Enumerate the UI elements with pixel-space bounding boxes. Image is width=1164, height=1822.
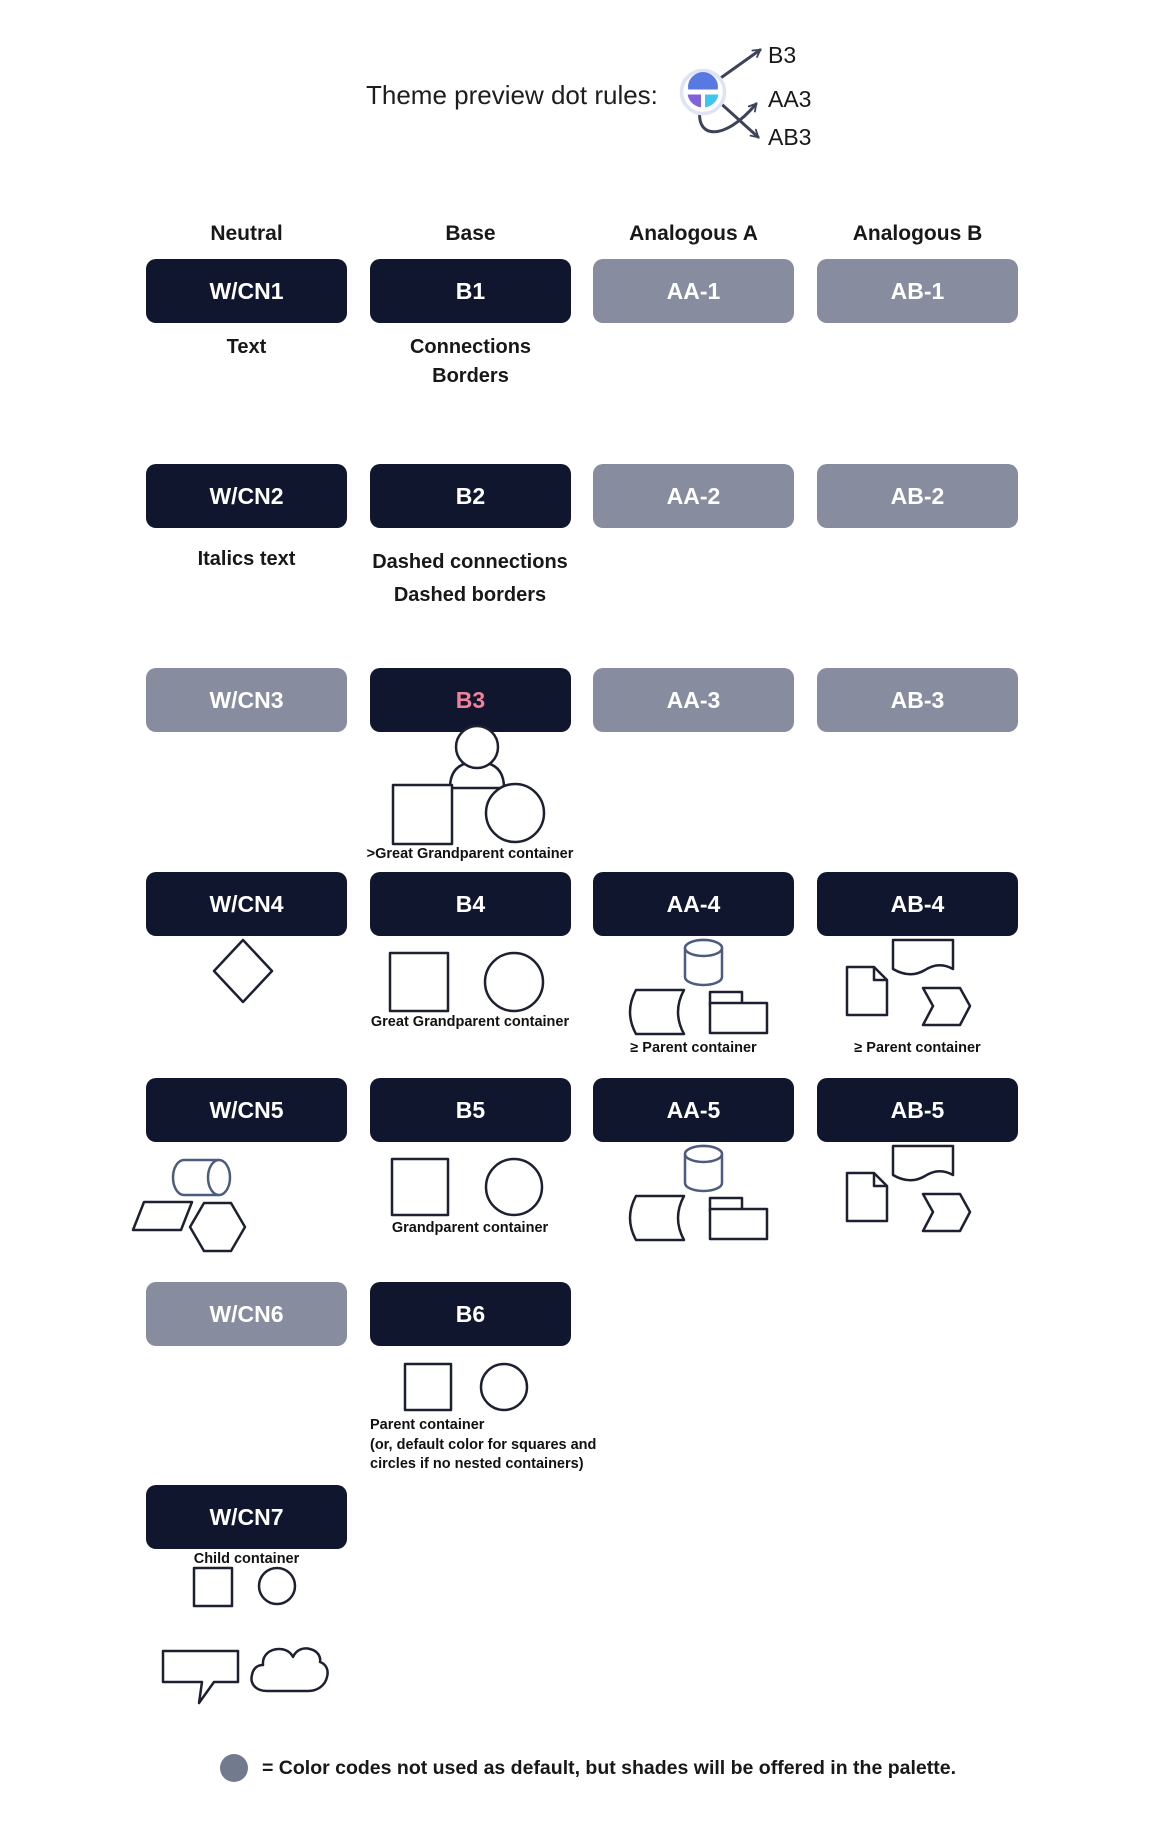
swatch-b3: B3 [370,668,571,732]
dot-target-ab3: AB3 [768,124,812,150]
square-shape [390,953,448,1011]
speech-bubble-shape [163,1651,238,1703]
swatch-b2: B2 [370,464,571,528]
swatch-ab4: AB-4 [817,872,1018,936]
dot-target-aa3: AA3 [768,86,812,112]
swatch-aa4: AA-4 [593,872,794,936]
swatch-ab3: AB-3 [817,668,1018,732]
swatch-ab5: AB-5 [817,1078,1018,1142]
person-head-shape [456,726,498,768]
aa4-shapes-label: ≥ Parent container [630,1040,757,1056]
circle-shape [481,1364,527,1410]
ab4-shapes-label: ≥ Parent container [854,1040,981,1056]
theme-preview-dot-icon [656,16,846,166]
note-text: Text [226,336,267,358]
column-header-base: Base [445,222,496,245]
column-header-analogous-a: Analogous A [629,222,758,245]
cloud-shape [252,1648,328,1691]
b5-shape-cluster [385,1154,550,1224]
swatch-b5: B5 [370,1078,571,1142]
cylinder-top-shape [685,940,722,956]
note-borders: Borders [432,365,509,387]
swatch-b1: B1 [370,259,571,323]
dot-target-b3: B3 [768,42,797,68]
swatch-ab2: AB-2 [817,464,1018,528]
swatch-aa1: AA-1 [593,259,794,323]
b6-label-line3: circles if no nested containers) [370,1456,584,1472]
document-shape [893,1146,953,1180]
page-title: Theme preview dot rules: [366,80,658,110]
stored-data-shape [630,1196,684,1240]
b4-shape-cluster [385,948,550,1018]
swatch-wcn5: W/CN5 [146,1078,347,1142]
chevron-banner-shape [923,988,970,1025]
b6-shape-cluster [390,1355,540,1417]
column-header-analogous-b: Analogous B [852,222,983,245]
b6-label-line1: Parent container [370,1417,485,1433]
circle-shape [486,784,544,842]
b6-label-line2: (or, default color for squares and [370,1437,597,1453]
swatch-wcn3: W/CN3 [146,668,347,732]
b3-shape-cluster [370,724,590,864]
cylinder-top-shape [685,1146,722,1162]
swatch-b6: B6 [370,1282,571,1346]
note-italics-text: Italics text [197,548,296,570]
swatch-aa5: AA-5 [593,1078,794,1142]
swatch-ab1: AB-1 [817,259,1018,323]
square-shape [405,1364,451,1410]
folder-shape [710,1209,767,1239]
arrow-to-b3 [715,50,760,82]
stored-data-shape [630,990,684,1034]
wcn5-shape-cluster [120,1150,260,1260]
note-dashed-connections: Dashed connections [372,551,568,573]
note-shape [847,1173,887,1221]
legend-dot-icon [220,1754,248,1782]
ab5-shape-cluster [840,1141,985,1241]
folder-shape [710,1003,767,1033]
wcn7-shape-cluster [150,1560,340,1710]
b3-shapes-label: >Great Grandparent container [366,846,574,862]
swatch-wcn1: W/CN1 [146,259,347,323]
square-shape [393,785,452,844]
b4-shapes-label: Great Grandparent container [370,1014,570,1030]
note-shape [847,967,887,1015]
legend-text: = Color codes not used as default, but shades will be offered in the palette. [262,1757,956,1779]
swatch-aa2: AA-2 [593,464,794,528]
square-shape [194,1568,232,1606]
wcn7-label: Child container [193,1551,300,1567]
hexagon-shape [190,1203,245,1251]
swatch-b4: B4 [370,872,571,936]
circle-shape [259,1568,295,1604]
swatch-wcn2: W/CN2 [146,464,347,528]
diamond-shape [214,940,272,1002]
b5-shapes-label: Grandparent container [391,1220,549,1236]
swatch-aa3: AA-3 [593,668,794,732]
note-connections: Connections [409,336,532,358]
note-dashed-borders: Dashed borders [393,584,547,606]
wcn4-shape-cluster [214,940,272,1002]
swatch-wcn4: W/CN4 [146,872,347,936]
circle-shape [486,1159,542,1215]
column-header-neutral: Neutral [210,222,283,245]
square-shape [392,1159,448,1215]
aa4-shape-cluster [620,935,780,1037]
circle-shape [485,953,543,1011]
swatch-wcn6: W/CN6 [146,1282,347,1346]
ab4-shape-cluster [840,935,985,1035]
aa5-shape-cluster [620,1141,780,1243]
parallelogram-shape [133,1202,192,1230]
chevron-banner-shape [923,1194,970,1231]
horizontal-cylinder-cap-shape [208,1160,230,1195]
document-shape [893,940,953,974]
swatch-wcn7: W/CN7 [146,1485,347,1549]
